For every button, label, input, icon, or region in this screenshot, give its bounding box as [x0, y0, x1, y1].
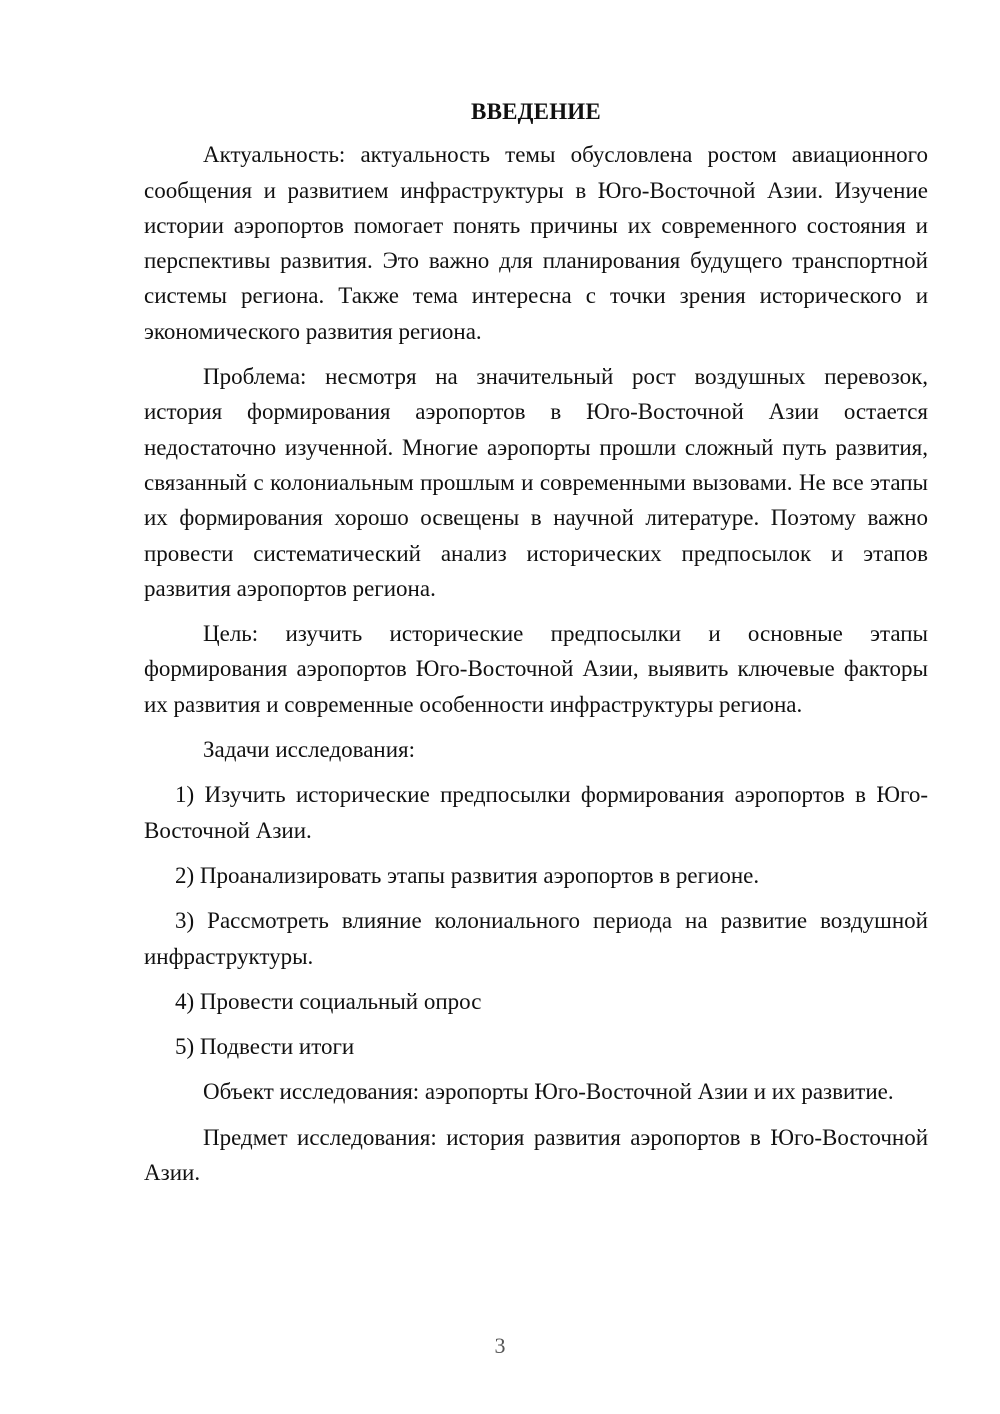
task-item-3: 3) Рассмотреть влияние колониального периода на развитие воздушной инфраструктуры. — [144, 908, 928, 969]
paragraph-object: Объект исследования: аэропорты Юго-Восточной Азии и их развитие. — [203, 1079, 894, 1105]
paragraph-actuality: Актуальность: актуальность темы обусловлена ростом авиационного сообщения и развитием инфраструктуры в Юго-Восточной Азии. Изучение истории аэропортов помогает понять причины их современного состояния и перспективы развития. Это важно для планирования будущего транспортной системы региона. Также тема интересна с точки зрения исторического и экономического развития региона. — [144, 142, 928, 344]
page-number: 3 — [494, 1333, 506, 1358]
task-item-4: 4) Провести социальный опрос — [175, 988, 482, 1014]
section-title: ВВЕДЕНИЕ — [471, 99, 601, 124]
tasks-list — [144, 777, 928, 1064]
paragraph-goal: Цель: изучить исторические предпосылки и основные этапы формирования аэропортов Юго-Восточной Азии, выявить ключевые факторы их развития и современные особенности инфраструктуры региона. — [144, 621, 928, 717]
document-body — [144, 94, 928, 1200]
paragraph-subject: Предмет исследования: история развития аэропортов в Юго-Восточной Азии. — [144, 1124, 928, 1186]
task-item-2: 2) Проанализировать этапы развития аэропортов в регионе. — [175, 862, 760, 888]
task-item-5: 5) Подвести итоги — [175, 1034, 355, 1060]
task-item-1: 1) Изучить исторические предпосылки формирования аэропортов в Юго-Восточной Азии. — [144, 782, 928, 843]
tasks-heading: Задачи исследования: — [203, 737, 416, 763]
paragraph-problem: Проблема: несмотря на значительный рост воздушных перевозок, история формирования аэропортов в Юго-Восточной Азии остается недостаточно изученной. Многие аэропорты прошли сложный путь развития, связанный с колониальным прошлым и современными вызовами. Не все этапы их формирования хорошо освещены в научной литературе. Поэтому важно провести систематический анализ исторических предпосылок и этапов развития аэропортов региона. — [144, 364, 928, 601]
